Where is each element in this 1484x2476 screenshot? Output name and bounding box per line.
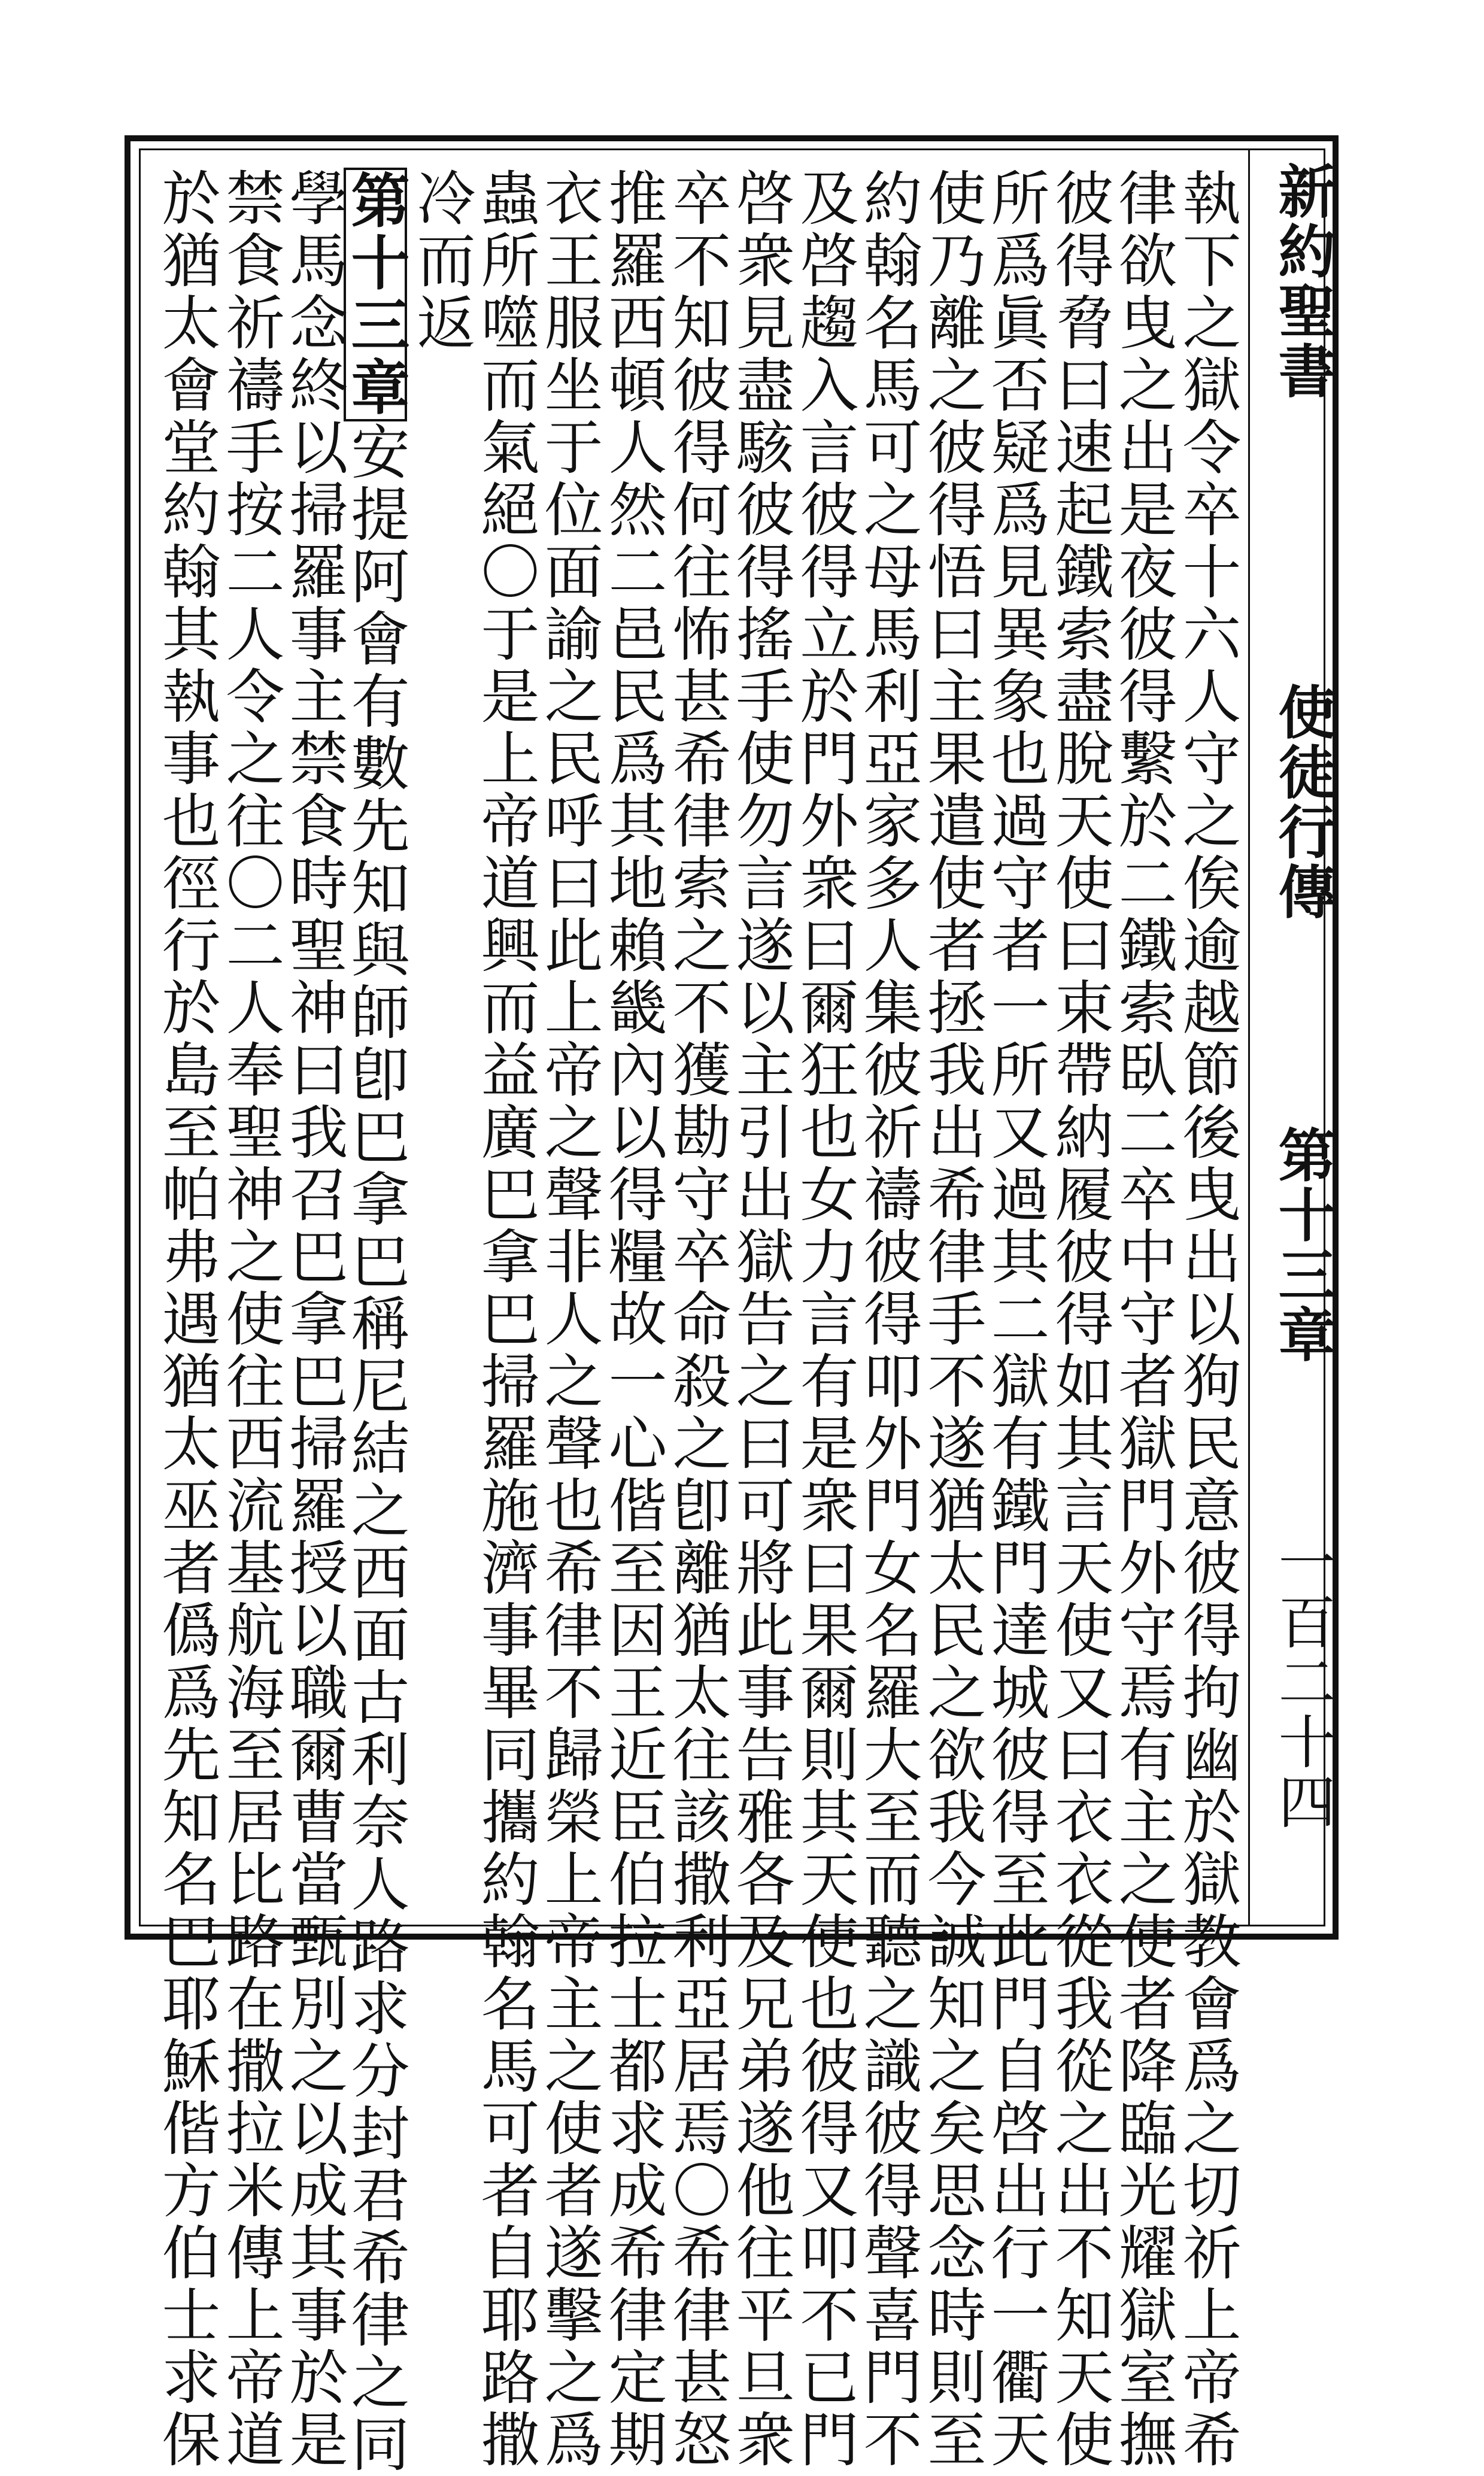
chapter-heading: 第十三章 <box>1269 1125 1337 1365</box>
text-column: 衣王服坐于位面諭之民呼曰此上帝之聲非人之聲也希律不歸榮上帝主之使者遂擊之爲 <box>535 168 603 2471</box>
running-title: 新約聖書 <box>1269 162 1337 401</box>
text-column: 禁食祈禱手按二人令之往〇二人奉聖神之使往西流基航海至居比路在撒拉米傳上帝道 <box>216 168 284 2471</box>
text-column: 推羅西頓人然二邑民爲其地賴畿內以得糧故一心偕至因王近臣伯拉士都求成希律定期 <box>599 168 667 2471</box>
text-column: 於猶太會堂約翰其執事也徑行於島至帕弗遇猶太巫者僞爲先知名巴耶穌偕方伯士求保 <box>152 168 220 2471</box>
text-column: 卒不知彼得何往怖甚希律索之不獲勘守卒命殺之卽離猶太往該撒利亞居焉〇希律甚怒 <box>663 168 731 2471</box>
text-column: 啓衆見盡駭彼得搖手使勿言遂以主引出獄告之曰可將此事告雅各及兄弟遂他往平旦衆 <box>726 168 794 2471</box>
book-name: 使徒行傳 <box>1269 682 1337 922</box>
text-column: 所爲眞否疑爲見異象也過守者一所又過其二獄有鐵門達城彼得至此門自啓出行一衢天 <box>981 168 1049 2471</box>
text-column: 執下之獄令卒十六人守之俟逾越節後曳出以狗民意彼得拘幽於獄教會爲之切祈上帝希 <box>1173 168 1241 2471</box>
chapter13-text: 安提阿會有數先知與師卽巴拿巴稱尼結之西面古利奈人路求分封君希律之同 <box>341 421 409 2476</box>
text-column: 使乃離之彼得悟曰主果遣使者拯我出希律手不遂猶太民之欲我今誠知之矣思念時則至 <box>918 168 986 2471</box>
text-column: 及啓趨入言彼得立於門外衆曰爾狂也女力言有是衆曰果爾則其天使也彼得又叩不已門 <box>790 168 858 2471</box>
text-column: 彼得脅曰速起鐵索盡脫天使曰束帶納履彼得如其言天使又曰衣衣從我從之出不知天使 <box>1045 168 1113 2471</box>
chapter13-first-column <box>341 168 410 2476</box>
page-number: 一百二十四 <box>1269 1533 1336 1832</box>
chapter-13-marker: 第十三章 <box>344 168 407 421</box>
text-column: 約翰名馬可之母馬利亞家多人集彼祈禱彼得叩外門女名羅大至而聽之識彼得聲喜門不 <box>854 168 922 2471</box>
header-divider-rule <box>1248 150 1250 1925</box>
text-column: 蟲所噬而氣絕〇于是上帝道興而益廣巴拿巴掃羅施濟事畢同攜約翰名馬可者自耶路撒 <box>471 168 539 2471</box>
text-column: 律欲曳之出是夜彼得繫於二鐵索臥二卒中守者獄門外守焉有主之使者降臨光耀獄室撫 <box>1109 168 1177 2471</box>
text-column: 學馬念終以掃羅事主禁食時聖神曰我召巴拿巴掃羅授以職爾曹當甄別之以成其事於是 <box>280 168 348 2471</box>
text-column: 冷而返 <box>407 168 475 354</box>
